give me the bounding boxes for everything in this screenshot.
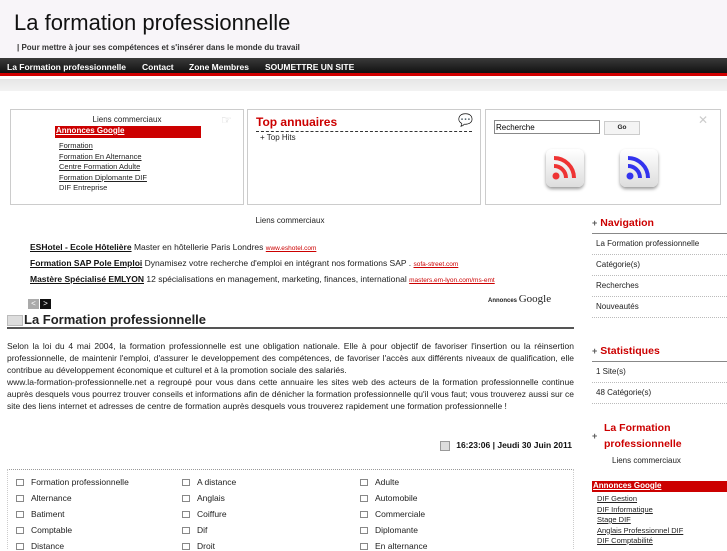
nav-zone-membres[interactable]: Zone Membres bbox=[189, 62, 249, 72]
search-box bbox=[485, 109, 721, 205]
nav-formation[interactable]: La Formation professionnelle bbox=[7, 62, 127, 72]
section-title bbox=[7, 312, 574, 329]
hand-icon: ☞ bbox=[221, 113, 232, 127]
ad-row bbox=[30, 274, 570, 290]
ad-url[interactable]: www.eshotel.com bbox=[265, 245, 317, 252]
sidebar-item-recherches[interactable]: Recherches bbox=[592, 276, 727, 297]
nav-contact[interactable]: Contact bbox=[142, 62, 174, 72]
category-item[interactable]: Distance bbox=[16, 541, 64, 551]
prev-arrow-icon[interactable]: < bbox=[28, 299, 39, 309]
top-annuaires-box bbox=[247, 109, 481, 205]
category-item[interactable]: Automobile bbox=[360, 493, 418, 503]
ad-link[interactable]: DIF Entreprise bbox=[59, 183, 108, 192]
window-icon bbox=[360, 511, 368, 518]
sidebar-ad-link[interactable]: Anglais Professionnel DIF bbox=[597, 525, 684, 535]
google-ads-label[interactable]: Annonces Google bbox=[55, 126, 201, 138]
window-icon bbox=[360, 527, 368, 534]
credit-prefix: Annonces bbox=[488, 298, 518, 304]
chat-bubbles-icon: 💬 bbox=[458, 113, 473, 127]
sidebar-ad-link[interactable]: DIF Comptabilité bbox=[597, 536, 653, 545]
sidebar-navigation bbox=[592, 217, 727, 318]
ad-text: Dynamisez votre recherche d'emploi en intégrant nos formations SAP . bbox=[144, 258, 412, 268]
document-icon bbox=[7, 315, 23, 326]
go-button[interactable]: Go bbox=[604, 121, 640, 135]
formation-heading: + La Formation professionnelle bbox=[592, 422, 682, 450]
ad-link[interactable]: Formation Diplomante DIF bbox=[59, 172, 147, 182]
category-item[interactable]: Anglais bbox=[182, 493, 225, 503]
plus-icon: + bbox=[592, 218, 598, 228]
nav-submit-site[interactable]: SOUMETTRE UN SITE bbox=[265, 62, 355, 72]
sidebar-item-categories[interactable]: Catégorie(s) bbox=[592, 255, 727, 276]
stat-categories: 48 Catégorie(s) bbox=[592, 383, 727, 404]
site-header bbox=[0, 0, 727, 58]
section-title-text: La Formation professionnelle bbox=[24, 312, 207, 327]
window-icon bbox=[16, 495, 24, 502]
ads-box bbox=[10, 109, 244, 205]
ad-link[interactable]: Formation En Alternance bbox=[59, 151, 142, 161]
sidebar-ad-link[interactable]: Stage DIF bbox=[597, 515, 631, 524]
sidebar-lc-title: Liens commerciaux bbox=[612, 456, 681, 465]
sidebar-item-nouveautes[interactable]: Nouveautés bbox=[592, 297, 727, 318]
category-item[interactable]: Comptable bbox=[16, 525, 72, 535]
intro-paragraph-2: www.la-formation-professionnelle.net a regroupé pour vous dans cette annuaire les sites web des acteurs de la formation professionnelle continue auprès desquels vous pourrez trouver conseils et informations afin de dénicher la formation professionnelle qu'il vous faut; vous trouverez aussi sur ce site des liens internet et adresses de centre de formation auprès desquels vous trouverez rapidement une formation professionnelle ! bbox=[7, 377, 574, 411]
category-item[interactable]: En alternance bbox=[360, 541, 427, 551]
sidebar-ad-links bbox=[597, 494, 683, 547]
ad-row bbox=[30, 242, 570, 258]
center-ads-title: Liens commerciaux bbox=[255, 216, 325, 225]
calendar-icon bbox=[440, 441, 450, 451]
window-icon bbox=[16, 543, 24, 550]
sub-bar bbox=[0, 79, 727, 91]
sidebar-ad-link[interactable]: DIF Gestion bbox=[597, 494, 638, 503]
divider bbox=[256, 131, 472, 132]
categories-box bbox=[7, 469, 574, 549]
ads-box-title: Liens commerciaux bbox=[92, 115, 162, 124]
sidebar-item-formation[interactable]: La Formation professionnelle bbox=[592, 234, 727, 255]
plus-icon: + bbox=[592, 431, 598, 441]
ad-title[interactable]: Mastère Spécialisé EMLYON bbox=[30, 274, 145, 284]
window-icon bbox=[182, 527, 190, 534]
ad-url[interactable]: sofa-street.com bbox=[413, 261, 459, 268]
category-item[interactable]: Diplomante bbox=[360, 525, 418, 535]
ad-row bbox=[30, 258, 570, 274]
sidebar-google-ads-label[interactable]: Annonces Google bbox=[592, 481, 727, 492]
window-icon bbox=[16, 527, 24, 534]
top-hits-link[interactable]: + Top Hits bbox=[260, 133, 296, 142]
ad-url[interactable]: masters.em-lyon.com/ms-emt bbox=[409, 277, 495, 284]
rss-blue-icon[interactable] bbox=[620, 149, 658, 187]
ad-link[interactable]: Formation bbox=[59, 141, 93, 150]
intro-text bbox=[7, 340, 574, 412]
google-logo: Google bbox=[518, 293, 552, 305]
google-ads-credit[interactable] bbox=[488, 293, 551, 305]
center-ads-list bbox=[30, 242, 570, 290]
stat-sites: 1 Site(s) bbox=[592, 362, 727, 383]
sidebar-statistics bbox=[592, 345, 727, 404]
window-icon bbox=[182, 495, 190, 502]
window-icon bbox=[16, 511, 24, 518]
sidebar-ad-link[interactable]: DIF Informatique bbox=[597, 504, 653, 514]
intro-paragraph-1: Selon la loi du 4 mai 2004, la formation professionnelle est une obligation nationale. Elle à pour objectif de favoriser l'insertion ou la réinsertion professionnelle, de maintenir l'emploi, d'assurer le developpement des compétences, de favoriser l'accès aux différents niveaux de qualification, elle contribue au développement économique et culturel et à la promotion sociale des salariés. bbox=[7, 341, 574, 375]
window-icon bbox=[16, 479, 24, 486]
next-arrow-icon[interactable]: > bbox=[40, 299, 51, 309]
category-item[interactable]: Alternance bbox=[16, 493, 72, 503]
category-item[interactable]: Batiment bbox=[16, 509, 65, 519]
window-icon bbox=[182, 543, 190, 550]
window-icon bbox=[182, 511, 190, 518]
window-icon bbox=[182, 479, 190, 486]
ad-title[interactable]: ESHotel - Ecole Hôtelière bbox=[30, 242, 132, 252]
statistics-heading: + Statistiques bbox=[592, 345, 660, 357]
datetime bbox=[440, 440, 572, 451]
window-icon bbox=[360, 543, 368, 550]
sidebar-formation bbox=[592, 420, 727, 465]
navigation-heading: + Navigation bbox=[592, 217, 654, 229]
plus-icon: + bbox=[592, 346, 598, 356]
category-item[interactable]: Commerciale bbox=[360, 509, 425, 519]
ad-link[interactable]: Centre Formation Adulte bbox=[59, 162, 141, 171]
category-item[interactable]: Dif bbox=[182, 525, 207, 535]
category-item[interactable]: Formation professionnelle bbox=[16, 477, 129, 487]
window-icon bbox=[360, 479, 368, 486]
site-tagline: | Pour mettre à jour ses compétences et s'insérer dans le monde du travail bbox=[17, 43, 300, 52]
main-nav bbox=[0, 58, 727, 76]
top-annuaires-title: Top annuaires bbox=[256, 115, 338, 129]
site-title[interactable]: La formation professionnelle bbox=[14, 10, 291, 35]
tools-icon: ✕ bbox=[698, 113, 709, 127]
category-item[interactable]: Coiffure bbox=[182, 509, 227, 519]
category-item[interactable]: Adulte bbox=[360, 477, 399, 487]
datetime-text: 16:23:06 | Jeudi 30 Juin 2011 bbox=[456, 440, 572, 450]
category-item[interactable]: A distance bbox=[182, 477, 236, 487]
ad-text: 12 spécialisations en management, marketing, finances, international bbox=[146, 274, 407, 284]
ad-pager bbox=[28, 293, 52, 311]
category-item[interactable]: Droit bbox=[182, 541, 215, 551]
window-icon bbox=[360, 495, 368, 502]
ad-title[interactable]: Formation SAP Pole Emploi bbox=[30, 258, 143, 268]
search-input[interactable] bbox=[494, 120, 600, 134]
rss-red-icon[interactable] bbox=[546, 149, 584, 187]
ad-text: Master en hôtellerie Paris Londres bbox=[133, 242, 264, 252]
